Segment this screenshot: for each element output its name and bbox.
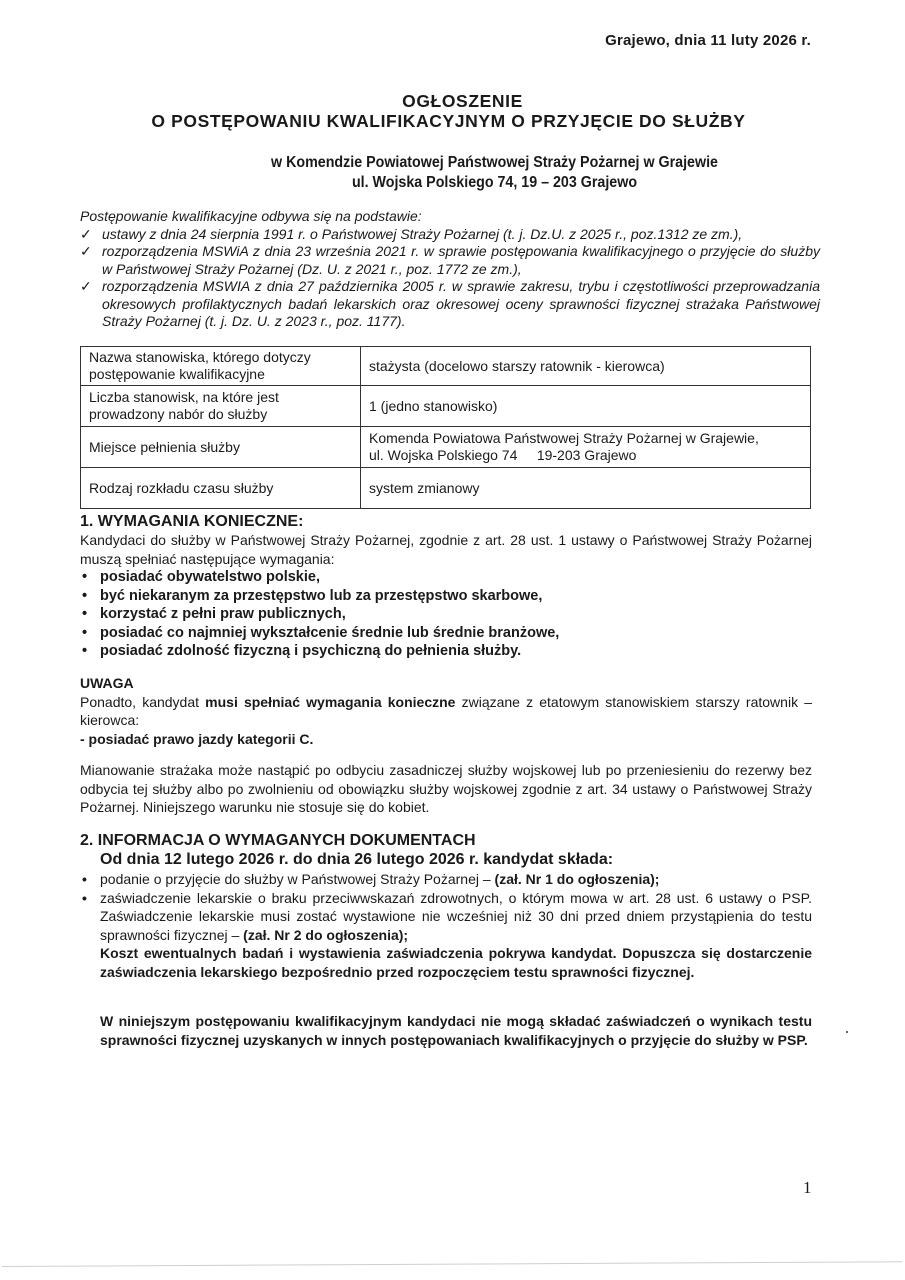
list-item-text: zaświadczenie lekarskie o braku przeciwwskazań zdrowotnych, o którym mowa w art. 28 ust. 6 ustawy o PSP. Zaświadczenie lekarskie musi zostać wystawione nie wcześniej niż 30 dni przed dniem przystąpienia do testu sprawności fizycznej –	[100, 889, 812, 943]
section-subheading: Od dnia 12 lutego 2026 r. do dnia 26 lutego 2026 r. kandydat składa:	[100, 851, 614, 868]
section-heading: 2. INFORMACJA O WYMAGANYCH DOKUMENTACH	[80, 832, 476, 849]
checkmark-icon: ✓	[80, 243, 92, 259]
section-documents	[80, 831, 812, 981]
document-date: Grajewo, dnia 11 luty 2026 r.	[605, 32, 811, 49]
table-label: Nazwa stanowiska, którego dotyczy postępowanie kwalifikacyjne	[81, 347, 361, 386]
documents-list	[80, 870, 812, 981]
bullet-icon: •	[82, 643, 88, 659]
unit-name: w Komendzie Powiatowej Państwowej Straży Pożarnej w Grajewie	[271, 154, 718, 171]
bullet-icon: •	[82, 624, 88, 641]
table-value: 1 (jedno stanowisko)	[361, 386, 811, 427]
note-text	[80, 693, 812, 730]
table-value	[361, 427, 811, 468]
legal-basis-text: rozporządzenia MSWiA z dnia 23 września 2021 r. w sprawie postępowania kwalifikacyjnego o przyjęcie do służby w Państwowej Straży Pożarnej (Dz. U. z 2021 r., poz. 1772 ze zm.),	[102, 243, 820, 277]
page-number: 1	[803, 1178, 812, 1197]
final-note	[100, 1012, 812, 1049]
bullet-icon: •	[82, 889, 87, 906]
list-item-text: posiadać co najmniej wykształcenie średnie lub średnie branżowe,	[100, 624, 560, 641]
document-title-subject: O POSTĘPOWANIU KWALIFIKACYJNYM O PRZYJĘCIE DO SŁUŻBY	[151, 111, 746, 131]
list-item-text: być niekaranym za przestępstwo lub za przestępstwo skarbowe,	[100, 587, 543, 604]
table-row	[81, 347, 811, 386]
document-title: OGŁOSZENIE	[402, 91, 523, 111]
bullet-icon: •	[82, 871, 87, 887]
note-text-part: związane z etatowym stanowiskiem starszy ratownik – kierowca:	[80, 693, 812, 728]
driving-license-requirement: - posiadać prawo jazdy kategorii C.	[80, 730, 314, 747]
list-item	[80, 642, 812, 661]
legal-basis-list	[80, 226, 820, 331]
list-item	[80, 568, 812, 587]
section-heading: 1. WYMAGANIA KONIECZNE:	[80, 513, 304, 530]
attachment-ref: (zał. Nr 2 do ogłoszenia);	[243, 926, 409, 943]
table-row	[81, 427, 811, 468]
list-item	[80, 870, 812, 889]
military-note-text: Mianowanie strażaka może nastąpić po odbyciu zasadniczej służby wojskowej lub po przeniesieniu do rezerwy bez odbycia tej służby albo po zwolnieniu od obowiązku służby wojskowej zgodnie z art. 34 ustawy o Państwowej Straży Pożarnej. Niniejszego warunku nie stosuje się do kobiet.	[80, 762, 812, 815]
military-service-note	[80, 761, 812, 817]
note-heading: UWAGA	[80, 675, 134, 691]
bullet-icon: •	[82, 606, 88, 622]
list-item	[80, 624, 812, 643]
cost-note: Koszt ewentualnych badań i wystawienia zaświadczenia pokrywa kandydat. Dopuszcza się dostarczenie zaświadczenia lekarskiego bezpośrednio przed rozpoczęciem testu sprawności fizycznej.	[100, 945, 812, 980]
list-item-text: korzystać z pełni praw publicznych,	[100, 606, 346, 622]
note-text-bold: musi spełniać wymagania konieczne	[205, 693, 456, 710]
table-label: Liczba stanowisk, na które jest prowadzony nabór do służby	[81, 386, 361, 427]
list-item-text: podanie o przyjęcie do służby w Państwowej Straży Pożarnej –	[100, 871, 495, 887]
note-section	[80, 674, 812, 748]
table-row	[81, 386, 811, 427]
checkmark-icon: ✓	[80, 225, 92, 242]
bullet-icon: •	[82, 569, 88, 585]
final-note-text: W niniejszym postępowaniu kwalifikacyjnym kandydaci nie mogą składać zaświadczeń o wynikach testu sprawności fizycznej uzyskanych w innych postępowaniach kwalifikacyjnych o przyjęcie do służby w PSP.	[100, 1013, 812, 1048]
section-requirements	[80, 512, 812, 661]
table-value-line: ul. Wojska Polskiego 74 19-203 Grajewo	[369, 447, 637, 463]
list-item-text: posiadać obywatelstwo polskie,	[100, 569, 320, 585]
table-value-line: Komenda Powiatowa Państwowej Straży Pożarnej w Grajewie,	[369, 430, 759, 446]
legal-basis-intro: Postępowanie kwalifikacyjne odbywa się na podstawie:	[80, 208, 422, 224]
list-item-text: posiadać zdolność fizyczną i psychiczną do pełnienia służby.	[100, 643, 522, 659]
table-row	[81, 468, 811, 509]
checkmark-icon: ✓	[80, 278, 92, 294]
table-label: Rodzaj rozkładu czasu służby	[81, 468, 361, 509]
legal-basis-text: rozporządzenia MSWIA z dnia 27 października 2005 r. w sprawie zakresu, trybu i częstotliwości przeprowadzania okresowych profilaktycznych badań lekarskich oraz okresowej oceny sprawności fizycznej strażaka Państwowej Straży Pożarnej (t. j. Dz. U. z 2023 r., poz. 1177).	[102, 278, 820, 329]
bullet-icon: •	[82, 587, 88, 604]
legal-basis-item	[80, 243, 820, 278]
position-info-table	[80, 346, 811, 509]
table-value: system zmianowy	[361, 468, 811, 509]
page-edge-line	[2, 1261, 902, 1267]
legal-basis	[80, 208, 820, 331]
table-value: stażysta (docelowo starszy ratownik - kierowca)	[361, 347, 811, 386]
legal-basis-item	[80, 278, 820, 331]
list-item	[80, 889, 812, 982]
list-item	[80, 587, 812, 606]
requirements-list	[80, 568, 812, 661]
attachment-ref: (zał. Nr 1 do ogłoszenia);	[494, 871, 660, 887]
legal-basis-item	[80, 226, 820, 244]
list-item	[80, 605, 812, 624]
scan-speck	[846, 1031, 848, 1033]
table-label: Miejsce pełnienia służby	[81, 427, 361, 468]
legal-basis-text: ustawy z dnia 24 sierpnia 1991 r. o Państwowej Straży Pożarnej (t. j. Dz.U. z 2025 r., poz.1312 ze zm.),	[102, 225, 743, 242]
note-text-part: Ponadto, kandydat	[80, 693, 206, 710]
unit-address: ul. Wojska Polskiego 74, 19 – 203 Grajewo	[351, 174, 638, 191]
section-intro: Kandydaci do służby w Państwowej Straży Pożarnej, zgodnie z art. 28 ust. 1 ustawy o Państwowej Straży Pożarnej muszą spełniać następujące wymagania:	[80, 532, 812, 567]
